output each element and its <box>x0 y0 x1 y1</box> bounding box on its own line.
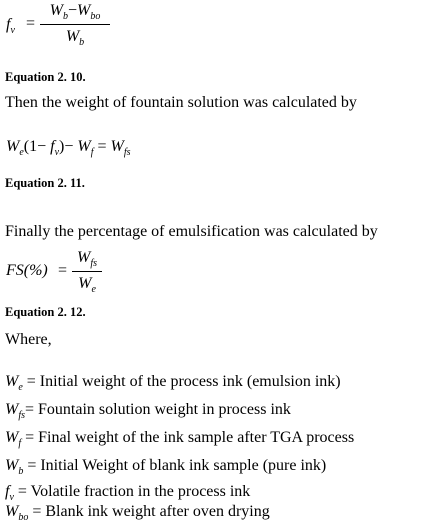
paragraph-weight-fountain: Then the weight of fountain solution was calculated by <box>5 94 357 111</box>
definition-item: $W_{fs}=$ Fountain solution weight in process ink <box>5 401 291 421</box>
eq212-fraction <box>72 247 102 297</box>
eq212-equals: = <box>58 262 68 279</box>
eq212-numerator: $W_{fs}$ <box>77 249 97 269</box>
definition-item: $W_b$ = Initial Weight of blank ink sample (pure ink) <box>5 457 327 477</box>
eq210-numerator: $W_b-W_{bo}$ <box>49 2 101 22</box>
paragraph-percentage-emulsification: Finally the percentage of emulsification was calculated by <box>5 223 378 240</box>
eq212-label: Equation 2. 12. <box>5 305 86 319</box>
definition-item: $W_{bo}$ = Blank ink weight after oven drying <box>5 503 270 523</box>
eq210-lhs: $f_v$ <box>6 16 15 36</box>
definition-item: $W_e$ = Initial weight of the process ink (emulsion ink) <box>5 373 341 393</box>
definition-item: $W_f$ = Final weight of the ink sample after TGA process <box>5 429 355 449</box>
eq210-denominator: $W_b$ <box>65 28 85 48</box>
where-label: Where, <box>5 331 52 348</box>
eq210-label: Equation 2. 10. <box>5 70 86 84</box>
eq210-fraction-bar <box>40 24 110 25</box>
definition-item: $f_v$ = Volatile fraction in the process ink <box>5 483 251 503</box>
eq211-label: Equation 2. 11. <box>5 176 85 190</box>
eq211-expression: $W_e(1- f_v)- W_f = W_{fs}$ <box>6 138 131 158</box>
eq212-denominator: $W_e$ <box>78 275 96 295</box>
eq210-equals: = <box>26 15 36 32</box>
eq212-lhs: FS(%) <box>6 262 48 279</box>
eq212-fraction-bar <box>72 271 102 272</box>
eq210-fraction <box>40 0 110 50</box>
